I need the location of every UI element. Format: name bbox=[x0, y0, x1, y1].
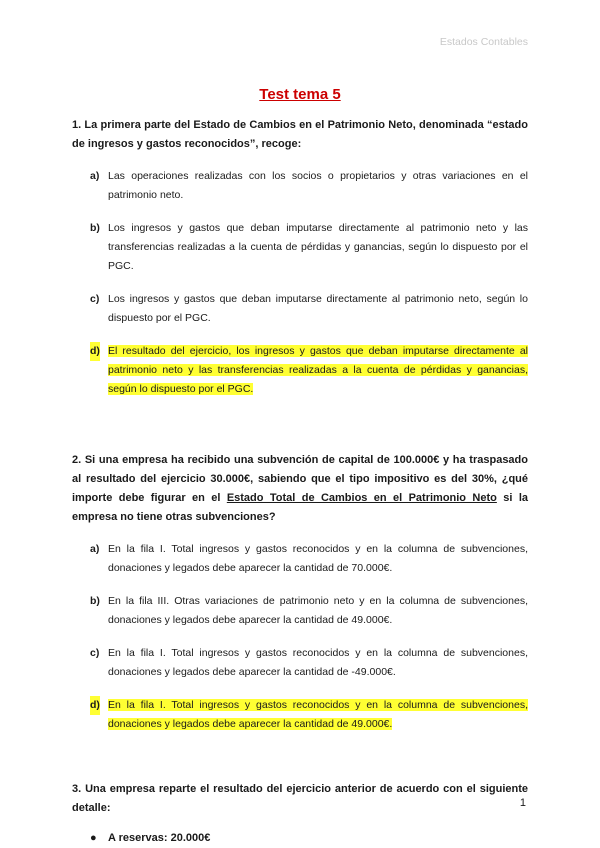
option-letter: b) bbox=[90, 595, 100, 607]
option-letter: a) bbox=[90, 543, 100, 555]
option-letter: c) bbox=[90, 293, 100, 305]
question-1-option-a bbox=[72, 167, 528, 205]
option-letter: d) bbox=[90, 342, 100, 361]
question-2-underlined-term: Estado Total de Cambios en el Patrimonio Neto bbox=[226, 492, 497, 504]
page-number: 1 bbox=[519, 797, 526, 809]
option-text: Los ingresos y gastos que deban imputarse directamente al patrimonio neto, según lo dispuesto por el PGC. bbox=[108, 293, 528, 324]
question-2-option-b bbox=[72, 592, 528, 630]
option-text: En la fila III. Otras variaciones de patrimonio neto y en la columna de subvenciones, donaciones y legados debe aparecer la cantidad de 49.000€. bbox=[108, 595, 528, 626]
page-title: Test tema 5 bbox=[259, 86, 341, 103]
option-text: Los ingresos y gastos que deban imputarse directamente al patrimonio neto y las transferencias realizadas a la cuenta de pérdidas y ganancias, según lo dispuesto por el PGC. bbox=[108, 222, 528, 272]
option-letter: b) bbox=[90, 222, 100, 234]
question-2-option-c bbox=[72, 644, 528, 682]
question-1-option-d-correct bbox=[72, 342, 528, 399]
option-text: Las operaciones realizadas con los socios o propietarios y otras variaciones en el patrimonio neto. bbox=[108, 170, 528, 201]
question-2-text-end: si la empresa no tiene otras subvenciones? bbox=[72, 492, 529, 523]
option-letter: c) bbox=[90, 647, 100, 659]
question-2-option-d-correct bbox=[72, 696, 528, 734]
option-letter: a) bbox=[90, 170, 100, 182]
option-text-highlighted: El resultado del ejercicio, los ingresos y gastos que deban imputarse directamente al patrimonio neto y las transferencias realizadas a la cuenta de pérdidas y ganancias, según lo dispuesto por el PGC. bbox=[108, 345, 528, 395]
option-letter: d) bbox=[90, 696, 100, 715]
bullet-item bbox=[72, 829, 528, 848]
question-2-text bbox=[72, 451, 528, 527]
question-1-option-b bbox=[72, 219, 528, 276]
question-2-text-start: 2. Si una empresa ha recibido una subvención de capital de 100.000€ y ha traspasado al resultado del ejercicio 30.000€, sabiendo que el tipo impositivo es del 30%, ¿qué importe debe figurar en el bbox=[72, 454, 528, 504]
question-2-option-a bbox=[72, 540, 528, 578]
bullet-icon: ● bbox=[90, 832, 97, 844]
option-text: En la fila I. Total ingresos y gastos reconocidos y en la columna de subvenciones, donaciones y legados debe aparecer la cantidad de 70.000€. bbox=[108, 543, 528, 574]
option-text-highlighted: En la fila I. Total ingresos y gastos reconocidos y en la columna de subvenciones, donaciones y legados debe aparecer la cantidad de 49.000€. bbox=[108, 699, 528, 730]
question-1-option-c bbox=[72, 290, 528, 328]
question-3-text: 3. Una empresa reparte el resultado del ejercicio anterior de acuerdo con el siguiente detalle: bbox=[72, 783, 528, 814]
running-header: Estados Contables bbox=[439, 36, 528, 48]
option-text: En la fila I. Total ingresos y gastos reconocidos y en la columna de subvenciones, donaciones y legados debe aparecer la cantidad de -49.000€. bbox=[108, 647, 528, 678]
question-1-text: 1. La primera parte del Estado de Cambios en el Patrimonio Neto, denominada “estado de ingresos y gastos reconocidos”, recoge: bbox=[72, 119, 528, 150]
bullet-text: A reservas: 20.000€ bbox=[108, 832, 211, 844]
document-body bbox=[72, 116, 528, 848]
